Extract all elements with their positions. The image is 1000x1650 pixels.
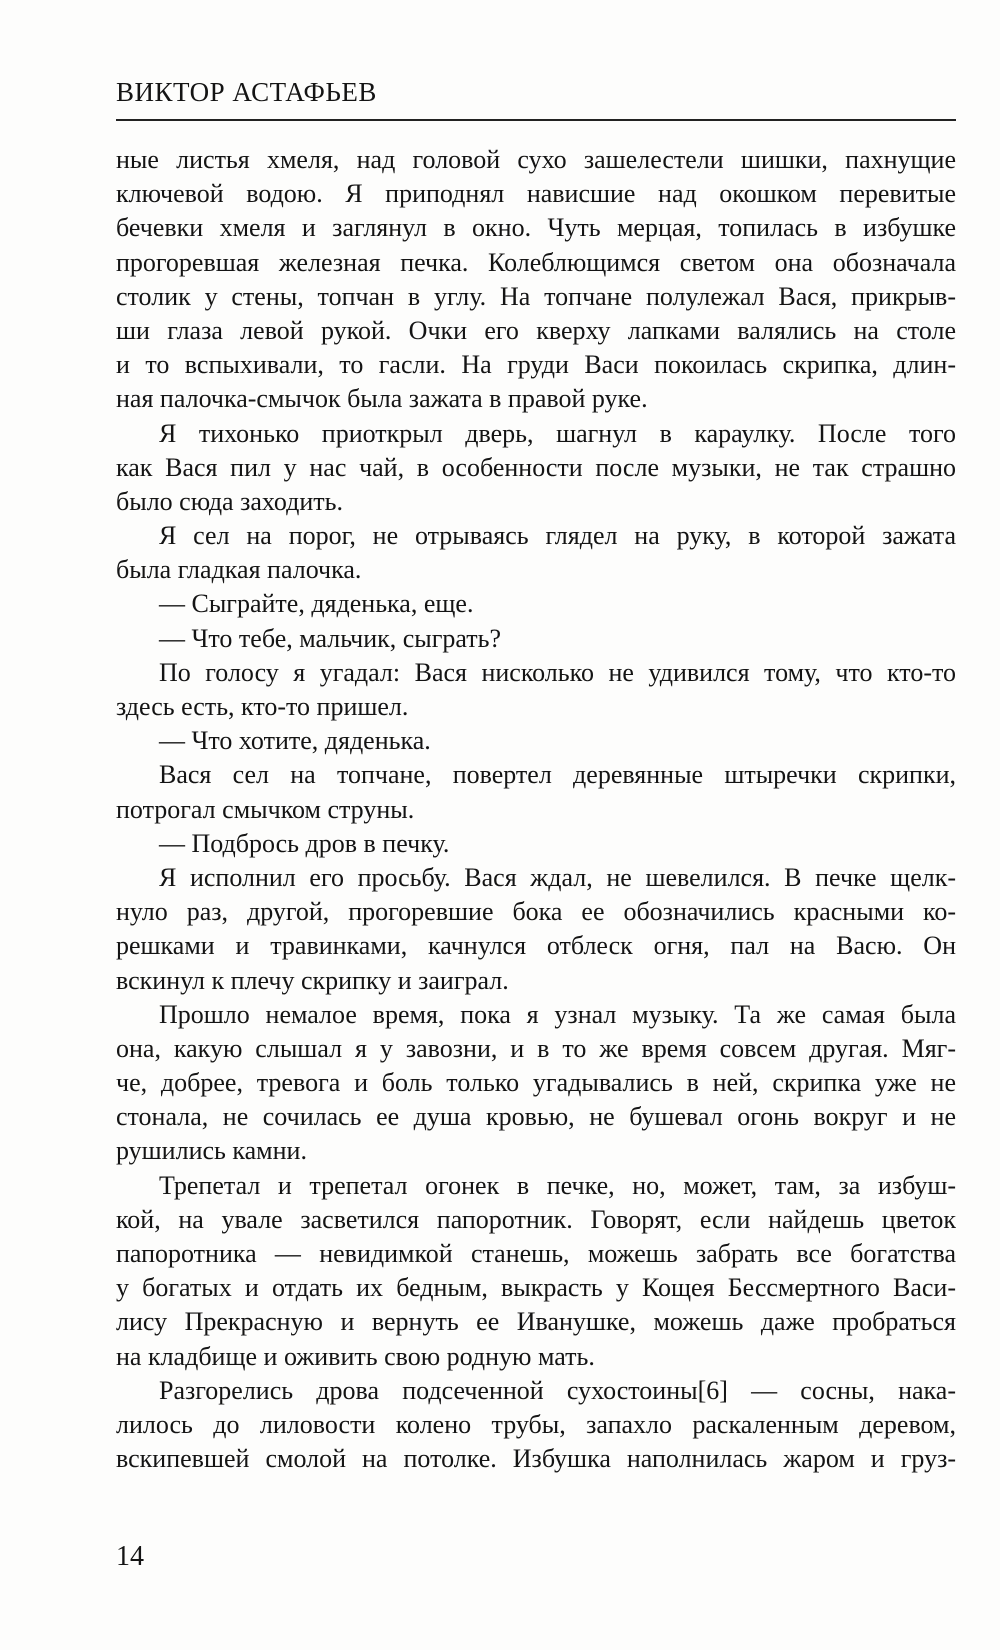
text-line: стонала, не сочилась ее душа кровью, не бушевал огонь вокруг и не <box>116 1102 956 1132</box>
text-line: Разгорелись дрова подсеченной сухостоины[6] — сосны, нака- <box>159 1375 956 1405</box>
text-line: потрогал смычком струны. <box>116 794 415 824</box>
text-line: Я исполнил его просьбу. Вася ждал, не шевелился. В печке щелк- <box>159 862 956 892</box>
text-line: как Вася пил у нас чай, в особенности после музыки, не так страшно <box>116 452 956 482</box>
text-line: на кладбище и оживить свою родную мать. <box>116 1341 595 1371</box>
text-line: ши глаза левой рукой. Очки его кверху лапками валялись на столе <box>116 315 956 345</box>
text-line: лилось до лиловости колено трубы, запахло раскаленным деревом, <box>116 1409 956 1439</box>
text-line: — Сыграйте, дяденька, еще. <box>159 589 474 619</box>
text-line: прогоревшая железная печка. Колеблющимся светом она обозначала <box>116 247 956 277</box>
text-line: вскинул к плечу скрипку и заиграл. <box>116 965 509 995</box>
text-line: Трепетал и трепетал огонек в печке, но, может, там, за избуш- <box>159 1170 956 1200</box>
text-line: кой, на увале засветился папоротник. Говорят, если найдешь цветок <box>116 1204 956 1234</box>
header-rule <box>116 119 956 121</box>
text-line: решками и травинками, качнулся отблеск огня, пал на Васю. Он <box>116 931 956 961</box>
text-line: Я сел на порог, не отрываясь глядел на руку, в которой зажата <box>159 521 956 551</box>
text-line: — Что тебе, мальчик, сыграть? <box>159 623 502 653</box>
body-text <box>116 143 956 1476</box>
text-line: и то вспыхивали, то гасли. На груди Васи покоилась скрипка, длин- <box>116 350 956 380</box>
page-number: 14 <box>116 1541 144 1572</box>
text-line: рушились камни. <box>116 1136 307 1166</box>
text-line: че, добрее, тревога и боль только угадывались в ней, скрипка уже не <box>116 1068 956 1098</box>
text-line: столик у стены, топчан в углу. На топчане полулежал Вася, прикрыв- <box>116 281 956 311</box>
text-line: — Что хотите, дяденька. <box>159 726 431 756</box>
text-line: была гладкая палочка. <box>116 555 362 585</box>
text-line: — Подбрось дров в печку. <box>159 828 450 858</box>
text-line: По голосу я угадал: Вася нисколько не удивился тому, что кто-то <box>159 657 956 687</box>
text-line: было сюда заходить. <box>116 486 344 516</box>
text-line: она, какую слышал я у завозни, и в то же время совсем другая. Мяг- <box>116 1033 956 1063</box>
running-head-author: ВИКТОР АСТАФЬЕВ <box>116 77 377 107</box>
text-line: здесь есть, кто-то пришел. <box>116 692 409 721</box>
text-line: вскипевшей смолой на потолке. Избушка наполнилась жаром и груз- <box>116 1444 956 1474</box>
text-line: ные листья хмеля, над головой сухо зашелестели шишки, пахнущие <box>116 145 956 174</box>
text-line: Я тихонько приоткрыл дверь, шагнул в караулку. После того <box>159 418 956 448</box>
text-line: папоротника — невидимкой станешь, можешь забрать все богатства <box>116 1239 956 1268</box>
text-line: Прошло немалое время, пока я узнал музыку. Та же самая была <box>159 999 956 1029</box>
text-line: Вася сел на топчане, повертел деревянные штыречки скрипки, <box>159 760 956 790</box>
text-line: ная палочка-смычок была зажата в правой руке. <box>116 384 648 414</box>
text-line: у богатых и отдать их бедным, выкрасть у Кощея Бессмертного Васи- <box>116 1273 956 1303</box>
text-line: лису Прекрасную и вернуть ее Иванушке, можешь даже пробраться <box>116 1307 956 1337</box>
text-line: нуло раз, другой, прогоревшие бока ее обозначились красными ко- <box>116 897 956 927</box>
text-line: бечевки хмеля и заглянул в окно. Чуть мерцая, топилась в избушке <box>116 213 956 243</box>
text-line: ключевой водою. Я приподнял нависшие над окошком перевитые <box>116 179 956 209</box>
